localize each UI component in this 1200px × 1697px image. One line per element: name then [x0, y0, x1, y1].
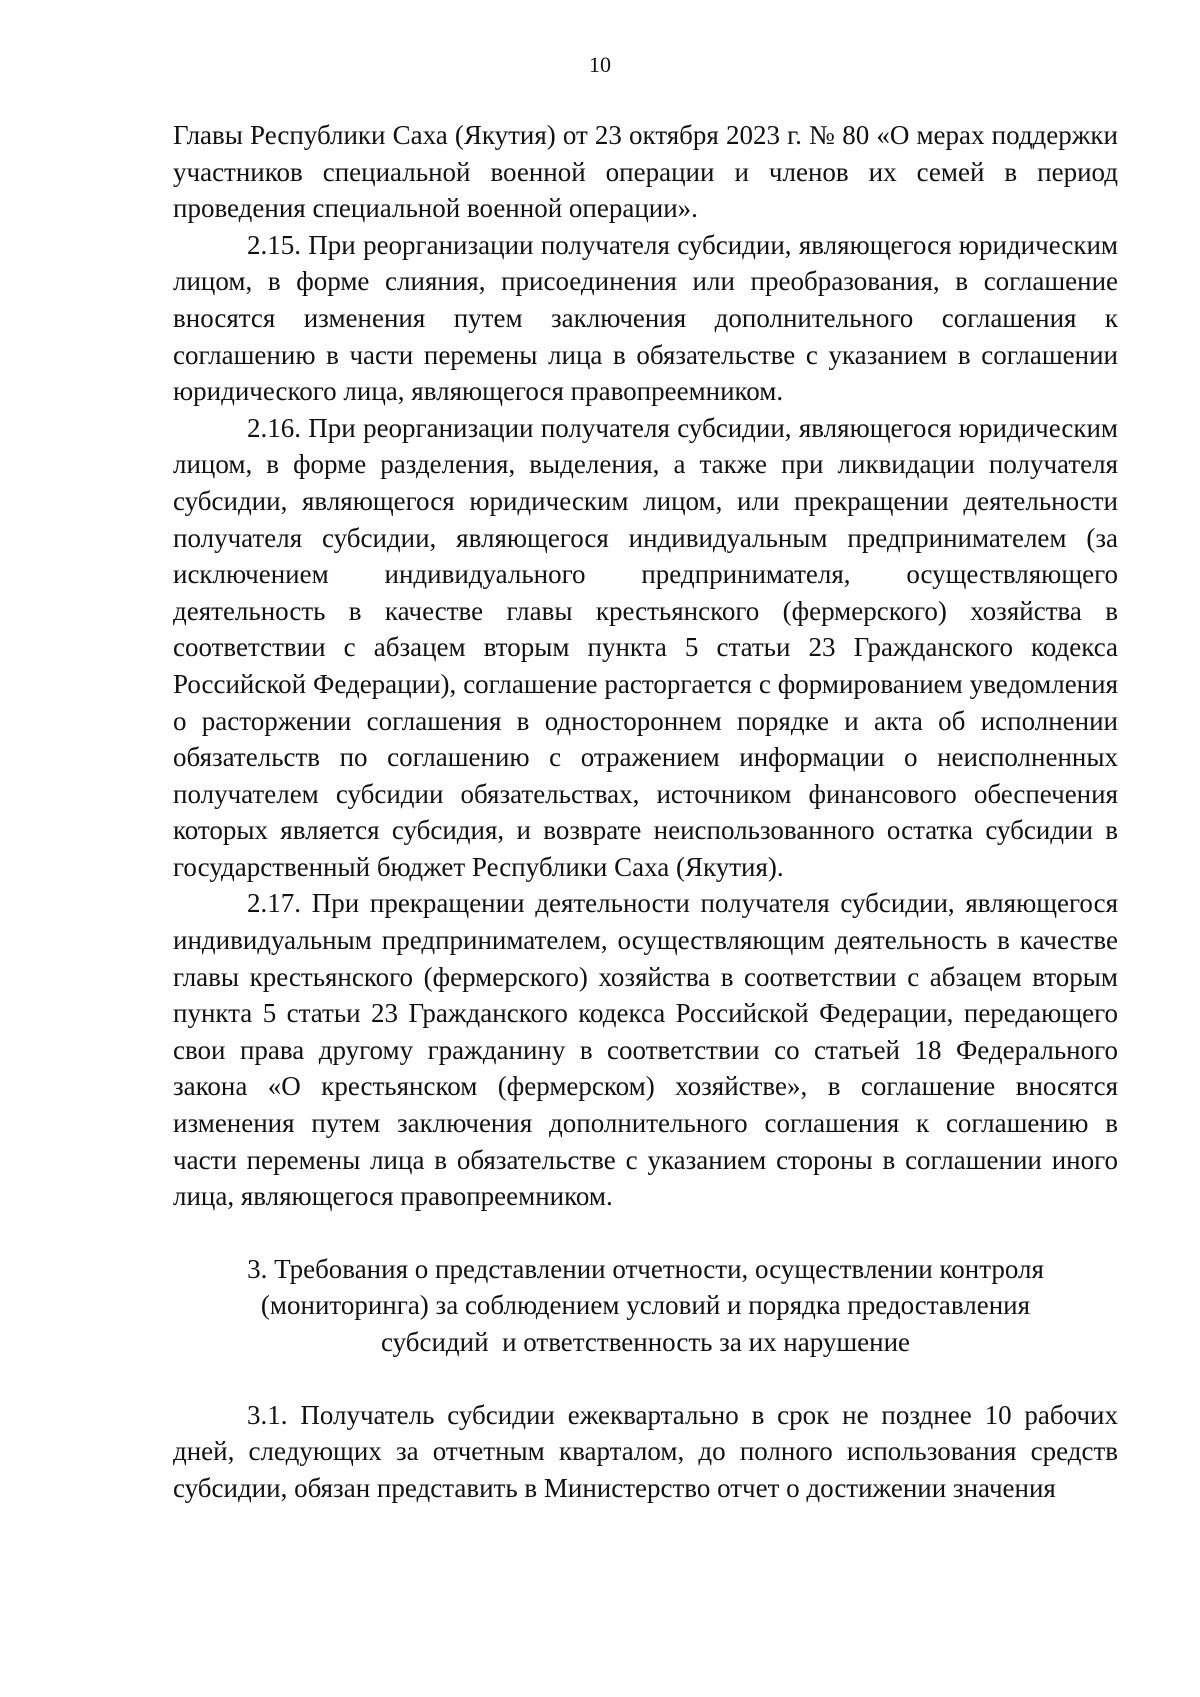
section-heading-line-3: субсидий и ответственность за их нарушение [380, 1327, 911, 1357]
paragraph-2-15: 2.15. При реорганизации получателя субсидии, являющегося юридическим лицом, в форме слияния, присоединения или преобразования, в соглашение вносятся изменения путем заключения дополнительного соглашения к соглашению в части перемены лица в обязательстве с указанием в соглашении юридического лица, являющегося правопреемником. [173, 229, 1118, 407]
section-heading-line-2: (мониторинга) за соблюдением условий и порядка предоставления [260, 1290, 1031, 1321]
paragraph-2-16: 2.16. При реорганизации получателя субсидии, являющегося юридическим лицом, в форме разделения, выделения, а также при ликвидации получателя субсидии, являющегося юридическим лицом, или прекращении деятельности получателя субсидии, являющегося индивидуальным предпринимателем (за исключением индивидуального предпринимателя, осуществляющего деятельность в качестве главы крестьянского (фермерского) хозяйства в соответствии с абзацем вторым пункта 5 статьи 23 Гражданского кодекса Российской Федерации), соглашение расторгается с формированием уведомления о расторжении соглашения в одностороннем порядке и акта об исполнении обязательств по соглашению с отражением информации о неисполненных получателем субсидии обязательствах, источником финансового обеспечения которых является субсидия, и возврате неиспользованного остатка субсидии в государственный бюджет Республики Саха (Якутия). [173, 412, 1118, 882]
paragraph-3-1: 3.1. Получатель субсидии ежеквартально в срок не позднее 10 рабочих дней, следующих за отчетным кварталом, до полного использования средств субсидии, обязан представить в Министерство отчет о достижении значения [173, 1399, 1118, 1503]
document-body [173, 117, 1118, 1506]
paragraph-intro: Главы Республики Саха (Якутия) от 23 октября 2023 г. № 80 «О мерах поддержки участников специальной военной операции и членов их семей в период проведения специальной военной операции». [173, 120, 1118, 224]
paragraph-2-17: 2.17. При прекращении деятельности получателя субсидии, являющегося индивидуальным предпринимателем, осуществляющим деятельность в качестве главы крестьянского (фермерского) хозяйства в соответствии с абзацем вторым пункта 5 статьи 23 Гражданского кодекса Российской Федерации, передающего свои права другому гражданину в соответствии со статьей 18 Федерального закона «О крестьянском (фермерском) хозяйстве», в соглашение вносятся изменения путем заключения дополнительного соглашения к соглашению в части перемены лица в обязательстве с указанием стороны в соглашении иного лица, являющегося правопреемником. [173, 888, 1118, 1212]
section-3-heading [173, 1251, 1118, 1361]
page-number: 10 [589, 52, 611, 77]
section-heading-line-1: 3. Требования о представлении отчетности, осуществлении контроля [247, 1253, 1044, 1284]
